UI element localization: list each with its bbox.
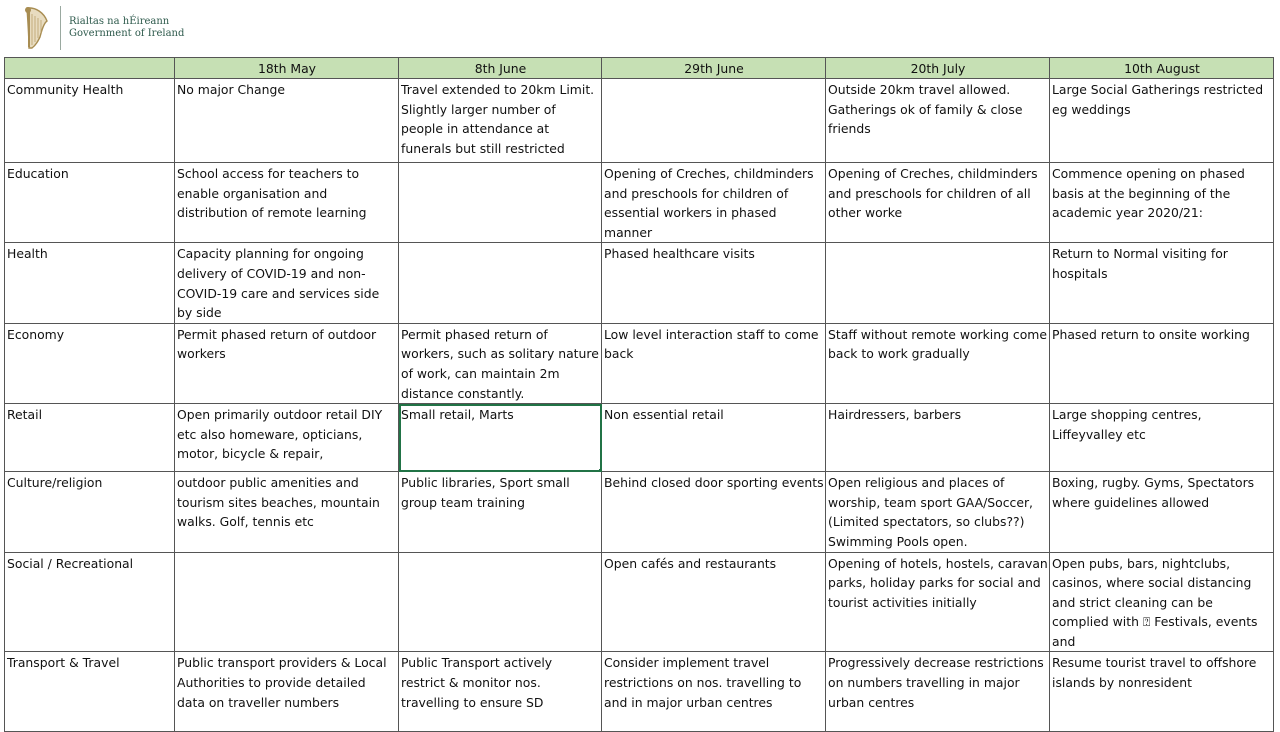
table-cell[interactable]: Phased return to onsite working <box>1050 323 1274 403</box>
table-cell[interactable]: Public transport providers & Local Authorities to provide detailed data on traveller numbers <box>175 652 399 732</box>
table-cell[interactable]: Consider implement travel restrictions on nos. travelling to and in major urban centres <box>602 652 826 732</box>
table-cell[interactable]: No major Change <box>175 79 399 163</box>
table-cell[interactable]: Resume tourist travel to offshore islands by nonresident <box>1050 652 1274 732</box>
table-cell[interactable]: School access for teachers to enable organisation and distribution of remote learning <box>175 163 399 243</box>
row-label[interactable]: Culture/religion <box>5 472 175 552</box>
table-cell[interactable]: Phased healthcare visits <box>602 243 826 323</box>
table-cell[interactable]: Staff without remote working come back to work gradually <box>826 323 1050 403</box>
table-cell[interactable] <box>826 243 1050 323</box>
column-header[interactable]: 8th June <box>399 58 602 79</box>
table-cell[interactable]: Behind closed door sporting events <box>602 472 826 552</box>
header-row <box>5 58 1274 79</box>
table-cell[interactable]: Commence opening on phased basis at the beginning of the academic year 2020/21: <box>1050 163 1274 243</box>
row-label[interactable]: Social / Recreational <box>5 552 175 652</box>
table-cell[interactable]: Large shopping centres, Liffeyvalley etc <box>1050 404 1274 472</box>
row-label[interactable]: Health <box>5 243 175 323</box>
table-cell[interactable] <box>399 163 602 243</box>
table-cell[interactable]: Travel extended to 20km Limit. Slightly larger number of people in attendance at funerals but still restricted <box>399 79 602 163</box>
government-logo <box>20 4 184 52</box>
table-cell[interactable]: Open cafés and restaurants <box>602 552 826 652</box>
logo-irish-name: Rialtas na hÉireann <box>69 16 170 27</box>
harp-icon <box>20 5 50 51</box>
table-cell[interactable] <box>399 243 602 323</box>
table-cell[interactable]: Boxing, rugby. Gyms, Spectators where guidelines allowed <box>1050 472 1274 552</box>
column-header[interactable]: 18th May <box>175 58 399 79</box>
table-cell[interactable]: Capacity planning for ongoing delivery of COVID-19 and non-COVID-19 care and services side by side <box>175 243 399 323</box>
table-cell[interactable] <box>399 552 602 652</box>
table-cell[interactable]: Opening of hotels, hostels, caravan parks, holiday parks for social and tourist activities initially <box>826 552 1050 652</box>
table-cell[interactable]: Public Transport actively restrict & monitor nos. travelling to ensure SD <box>399 652 602 732</box>
table-row <box>5 404 1274 472</box>
row-label[interactable]: Transport & Travel <box>5 652 175 732</box>
table-cell[interactable]: Outside 20km travel allowed. Gatherings ok of family & close friends <box>826 79 1050 163</box>
table-cell[interactable]: Progressively decrease restrictions on numbers travelling in major urban centres <box>826 652 1050 732</box>
table-cell[interactable]: Opening of Creches, childminders and preschools for children of all other worke <box>826 163 1050 243</box>
table-cell[interactable] <box>602 79 826 163</box>
table-cell[interactable]: Non essential retail <box>602 404 826 472</box>
table-cell[interactable]: Permit phased return of workers, such as solitary nature of work, can maintain 2m distance constantly. <box>399 323 602 403</box>
table-cell[interactable] <box>175 552 399 652</box>
row-label[interactable]: Community Health <box>5 79 175 163</box>
table-cell[interactable]: Public libraries, Sport small group team training <box>399 472 602 552</box>
column-header[interactable]: 20th July <box>826 58 1050 79</box>
row-label[interactable]: Education <box>5 163 175 243</box>
table-cell[interactable]: Hairdressers, barbers <box>826 404 1050 472</box>
corner-cell[interactable] <box>5 58 175 79</box>
table-row <box>5 163 1274 243</box>
table-row <box>5 552 1274 652</box>
table-cell[interactable]: Return to Normal visiting for hospitals <box>1050 243 1274 323</box>
table-row <box>5 243 1274 323</box>
table-row <box>5 323 1274 403</box>
table-row <box>5 652 1274 732</box>
table-cell[interactable]: Large Social Gatherings restricted eg weddings <box>1050 79 1274 163</box>
table-cell[interactable]: outdoor public amenities and tourism sites beaches, mountain walks. Golf, tennis etc <box>175 472 399 552</box>
row-label[interactable]: Retail <box>5 404 175 472</box>
table-row <box>5 472 1274 552</box>
logo-english-name: Government of Ireland <box>69 28 185 39</box>
table-cell[interactable]: Opening of Creches, childminders and preschools for children of essential workers in phased manner <box>602 163 826 243</box>
logo-text <box>69 16 184 40</box>
table-cell[interactable]: Permit phased return of outdoor workers <box>175 323 399 403</box>
logo-divider <box>60 6 61 50</box>
column-header[interactable]: 29th June <box>602 58 826 79</box>
selected-cell[interactable]: Small retail, Marts <box>399 404 602 472</box>
table-cell[interactable]: Open religious and places of worship, team sport GAA/Soccer, (Limited spectators, so clubs??) Swimming Pools open. <box>826 472 1050 552</box>
table-row <box>5 79 1274 163</box>
table-cell[interactable]: Open pubs, bars, nightclubs, casinos, where social distancing and strict cleaning can be complied with ⍰ Festivals, events and <box>1050 552 1274 652</box>
roadmap-table <box>4 57 1274 732</box>
table-cell[interactable]: Low level interaction staff to come back <box>602 323 826 403</box>
table-cell[interactable]: Open primarily outdoor retail DIY etc also homeware, opticians, motor, bicycle & repair, <box>175 404 399 472</box>
column-header[interactable]: 10th August <box>1050 58 1274 79</box>
row-label[interactable]: Economy <box>5 323 175 403</box>
